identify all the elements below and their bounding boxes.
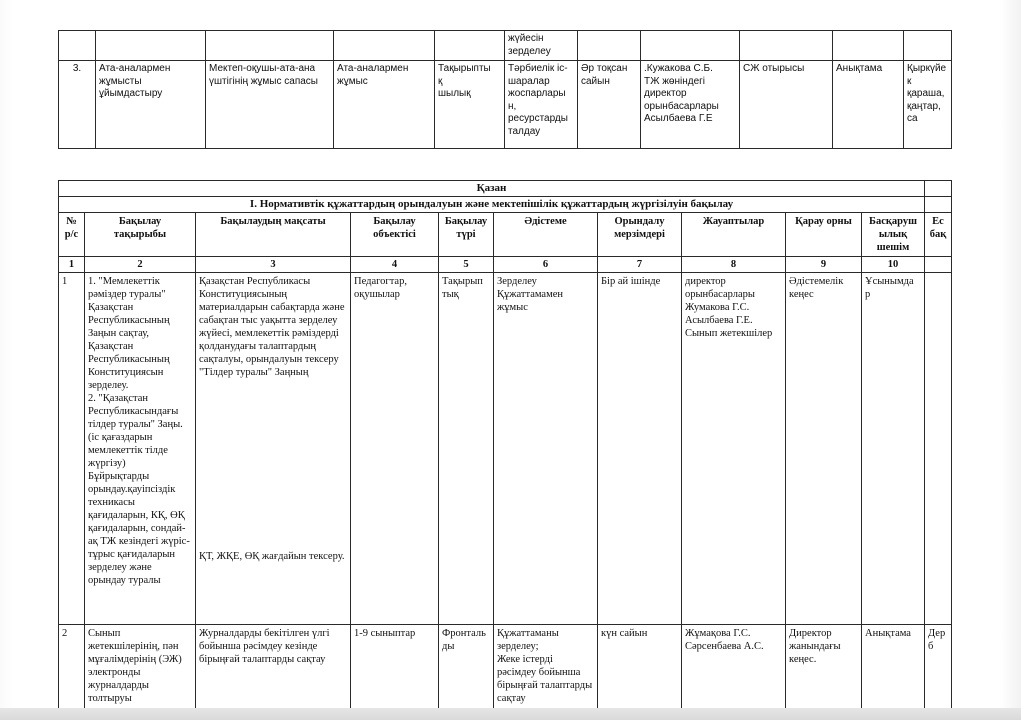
october-control-table [58, 180, 952, 715]
col-header-purpose: Бақылаудың мақсаты [196, 213, 351, 257]
col-header-method: Әдістеме [494, 213, 598, 257]
cell-type: Фронталь ды [439, 625, 494, 715]
cell-num: 3. [59, 61, 96, 149]
cell-type: Тақырып тық [439, 273, 494, 625]
cell-object: 1-9 сыныптар [351, 625, 439, 715]
cell-topic: Сынып жетекшілерінің, пән мұғалімдерінің (ЭЖ) электронды журналдарды толтыруы [85, 625, 196, 715]
cell-method: Зерделеу Құжаттамамен жұмыс [494, 273, 598, 625]
col-number: 3 [196, 257, 351, 273]
col-header-topic: Бақылау тақырыбы [85, 213, 196, 257]
cell-venue: Директор жанындағы кеңес. [786, 625, 862, 715]
col-header-type: Бақылау түрі [439, 213, 494, 257]
header-row [59, 213, 952, 257]
column-number-row [59, 257, 952, 273]
col-number: 7 [598, 257, 682, 273]
table-row [59, 31, 952, 61]
scan-bottom-edge [0, 708, 1021, 720]
cell-object: Ата-аналармен жұмыс [334, 61, 435, 149]
cell-topic: Ата-аналармен жұмысты ұйымдастыру [96, 61, 206, 149]
cell-purpose: Журналдарды бекітілген үлгі бойынша рәсімдеу кезінде бірыңғай талаптарды сақтау [196, 625, 351, 715]
cell-extra: Дерб [925, 625, 952, 715]
top-plan-table [58, 30, 952, 149]
col-number: 6 [494, 257, 598, 273]
col-header-decision: Басқаруш ылық шешім [862, 213, 925, 257]
cell-method: жүйесін зерделеу [505, 31, 578, 61]
cell-type: Тақырыпты қ шылық [435, 61, 505, 149]
cell-topic: 1. "Мемлекеттік рәміздер туралы" Қазақстан Республикасының Заңын сақтау, Қазақстан Республикасының Конституциясын зерделеу. 2. "Қазақстан Республикасындағы тілдер туралы" Заңы. (іс қағаздарын мемлекеттік тілде жүргізу) Бұйрықтарды орындау.қауіпсіздік техникасы қағидаларын, КҚ, ӨҚ қағидаларын, сондай-ақ ТЖ кезіндегі жүріс-тұрыс қағидаларын зерделеу және орындау туралы [85, 273, 196, 625]
cell-responsible: директор орынбасарлары Жумакова Г.С. Асылбаева Г.Е. Сынып жетекшілер [682, 273, 786, 625]
cell-extra [925, 273, 952, 625]
col-number: 10 [862, 257, 925, 273]
col-number: 8 [682, 257, 786, 273]
cell-term: күн сайын [598, 625, 682, 715]
col-header-term: Орындалу мерзімдері [598, 213, 682, 257]
cell-responsible: Жұмақова Г.С. Сәрсенбаева А.С. [682, 625, 786, 715]
cell-term: Әр тоқсан сайын [578, 61, 641, 149]
col-number: 4 [351, 257, 439, 273]
col-number: 2 [85, 257, 196, 273]
table-row [59, 61, 952, 149]
purpose-text-bottom: ҚТ, ЖҚЕ, ӨҚ жағдайын тексеру. [199, 551, 345, 562]
cell-purpose: Мектеп-оқушы-ата-ана үштігінің жұмыс сапасы [206, 61, 334, 149]
cell-venue: Әдістемелік кеңес [786, 273, 862, 625]
cell-purpose [196, 273, 351, 625]
cell-method: Тәрбиелік іс- шаралар жоспарлары н, ресурстарды талдау [505, 61, 578, 149]
table-row [59, 625, 952, 715]
cell-term: Бір ай ішінде [598, 273, 682, 625]
cell-responsible: .Кужакова С.Б. ТЖ жөніндегі директор орынбасарлары Асылбаева Г.Е [641, 61, 740, 149]
section-title: I. Нормативтік құжаттардың орындалуын және мектепішілік құжаттардың жүргізілуін бақылау [59, 197, 925, 213]
purpose-text: Қазақстан Республикасы Конституциясының материалдарын сабақтарда және сабақтан тыс уақытта зерделеу жүйесі, мемлекеттік рәміздерді қолданудағы талаптардың сақталуы, орындалуын тексеру "Тілдер туралы" Заңның [199, 276, 345, 378]
cell-num: 1 [59, 273, 85, 625]
cell-object: Педагогтар, оқушылар [351, 273, 439, 625]
col-header-responsible: Жауаптылар [682, 213, 786, 257]
col-number: 5 [439, 257, 494, 273]
col-number: 9 [786, 257, 862, 273]
cell-venue: СЖ отырысы [740, 61, 833, 149]
month-title: Қазан [59, 181, 925, 197]
col-number: 1 [59, 257, 85, 273]
col-number [925, 257, 952, 273]
cell-method: Құжаттаманы зерделеу; Жеке істерді рәсімдеу бойынша бірыңғай талаптарды сақтау [494, 625, 598, 715]
col-header-num: № р/с [59, 213, 85, 257]
cell-extra: Қыркүйек қараша, қаңтар, са [904, 61, 952, 149]
col-header-object: Бақылау объектісі [351, 213, 439, 257]
cell-decision: Анықтама [833, 61, 904, 149]
col-header-venue: Қарау орны [786, 213, 862, 257]
table-row [59, 273, 952, 625]
cell-decision: Ұсынымда р [862, 273, 925, 625]
col-header-extra: Ес бақ [925, 213, 952, 257]
cell-decision: Анықтама [862, 625, 925, 715]
cell-num: 2 [59, 625, 85, 715]
